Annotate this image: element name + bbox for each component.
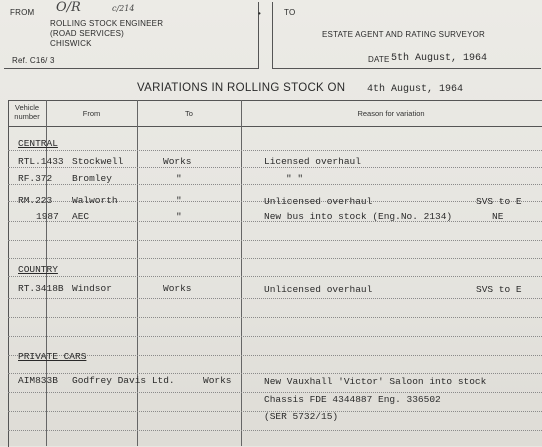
row-code: SVS to E	[476, 284, 522, 295]
row-vehicle: RT.3418B	[18, 283, 64, 294]
date-value: 5th August, 1964	[391, 53, 488, 64]
row-vehicle: RTL.1433	[18, 156, 64, 167]
row-to: Works	[203, 375, 232, 386]
row-vehicle: RM.223	[18, 195, 53, 206]
row-code: SVS to E	[476, 196, 522, 207]
row-to: Works	[163, 283, 192, 294]
row-reason: " "	[286, 173, 304, 184]
ref-label: Ref. C16/ 3	[12, 56, 55, 65]
section-country: COUNTRY	[18, 264, 58, 275]
from-line-1: ROLLING STOCK ENGINEER	[50, 19, 164, 28]
col-header-vehicle: Vehicle number	[14, 103, 40, 121]
row-vehicle: RF.372	[18, 173, 53, 184]
to-label: TO	[284, 8, 296, 17]
row-from: Bromley	[72, 173, 112, 184]
row-from: Stockwell	[72, 156, 124, 167]
col-header-reason: Reason for variation	[357, 109, 425, 118]
row-from: Godfrey Davis Ltd.	[72, 375, 175, 386]
row-to: "	[176, 173, 182, 184]
handwritten-note: c/214	[112, 4, 135, 13]
row-reason: Unlicensed overhaul	[264, 284, 373, 295]
row-vehicle: 1987	[36, 211, 59, 222]
row-to: "	[176, 195, 182, 206]
to-recipient: ESTATE AGENT AND RATING SURVEYOR	[322, 30, 486, 39]
row-reason: New Vauxhall 'Victor' Saloon into stock	[264, 376, 487, 387]
handwritten-ref: O/R	[56, 0, 81, 15]
col-header-from: From	[82, 109, 101, 118]
title-date: 4th August, 1964	[367, 84, 464, 95]
bullet-mark: •	[258, 9, 262, 18]
section-central: CENTRAL	[18, 138, 58, 149]
page-title: VARIATIONS IN ROLLING STOCK ON	[137, 82, 346, 94]
from-label: FROM	[10, 8, 35, 17]
from-line-3: CHISWICK	[50, 39, 92, 48]
row-to: "	[176, 211, 182, 222]
row-reason-line-2: Chassis FDE 4344887 Eng. 336502	[264, 394, 441, 405]
row-to: Works	[163, 156, 192, 167]
row-reason: Licensed overhaul	[264, 156, 361, 167]
date-label: DATE	[368, 55, 390, 64]
section-private-cars: PRIVATE CARS	[18, 351, 87, 362]
row-from: AEC	[72, 211, 90, 222]
row-code: NE	[492, 211, 504, 222]
row-reason: New bus into stock (Eng.No. 2134)	[264, 211, 453, 222]
row-reason-line-3: (SER 5732/15)	[264, 411, 339, 422]
row-vehicle: AIM833B	[18, 375, 58, 386]
row-from: Windsor	[72, 283, 112, 294]
row-from: Walworth	[72, 195, 118, 206]
row-reason: Unlicensed overhaul	[264, 196, 373, 207]
col-header-to: To	[185, 109, 193, 118]
from-line-2: (ROAD SERVICES)	[50, 29, 124, 38]
